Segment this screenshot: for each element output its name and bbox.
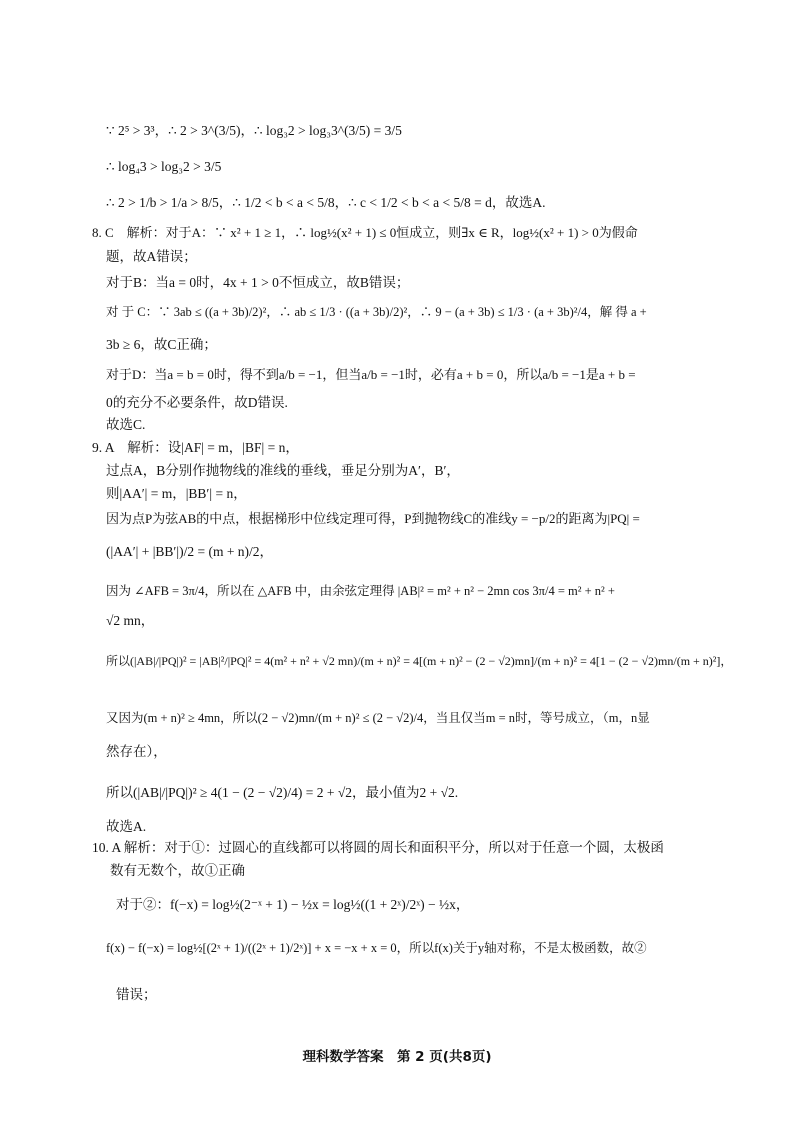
question-8-line: 8. C 解析：对于A：∵ x² + 1 ≥ 1，∴ log½(x² + 1) ≤ 0恒成立，则∃x ∈ R，log½(x² + 1) > 0为假命 [92, 225, 638, 240]
formula-line: 所以(|AB|/|PQ|)² ≥ 4(1 − (2 − √2)/4) = 2 + √2，最小值为2 + √2. [106, 785, 459, 800]
text-line: 故选A. [106, 819, 147, 834]
text-line: (|AA′| + |BB′|)/2 = (m + n)/2， [106, 544, 274, 559]
text-line: 题，故A错误； [106, 249, 197, 264]
text-line: 3b ≥ 6，故C正确； [106, 337, 217, 352]
page-footer: 理科数学答案 第 2 页(共8页) [302, 1049, 492, 1065]
text-line: 因为点P为弦AB的中点，根据梯形中位线定理可得，P到抛物线C的准线y = −p/2的距离为|PQ| = [106, 511, 640, 526]
text-line: 又因为(m + n)² ≥ 4mn，所以(2 − √2)mn/(m + n)² ≤ (2 − √2)/4，当且仅当m = n时，等号成立，（m，n显 [106, 711, 650, 725]
question-10-line: 10. A 解析：对于①：过圆心的直线都可以将圆的周长和面积平分，所以对于任意一个圆，太极函 [92, 840, 664, 855]
text-line: 故选C. [106, 417, 146, 432]
text-line: ∴ log₄3 > log₃2 > 3/5 [106, 159, 222, 174]
text-line: ∵ 2⁵ > 3³，∴ 2 > 3^(3/5)，∴ log₃2 > log₃3^(3/5) = 3/5 [106, 123, 402, 138]
text-line: ∴ 2 > 1/b > 1/a > 8/5，∴ 1/2 < b < a < 5/8，∴ c < 1/2 < b < a < 5/8 = d，故选A. [106, 195, 546, 210]
question-9-line: 9. A 解析：设|AF| = m，|BF| = n， [92, 440, 299, 455]
formula-line: 对于②：f(−x) = log½(2⁻ˣ + 1) − ½x = log½((1 + 2ˣ)/2ˣ) − ½x， [116, 897, 470, 912]
text-line: 因为 ∠AFB = 3π/4，所以在 △AFB 中，由余弦定理得 |AB|² = m² + n² − 2mn cos 3π/4 = m² + n² + [106, 584, 615, 598]
text-line: 0的充分不必要条件，故D错误. [106, 395, 288, 410]
text-line: 则|AA′| = m，|BB′| = n， [106, 486, 247, 501]
text-line: 错误； [116, 987, 157, 1002]
formula-line: 所以(|AB|/|PQ|)² = |AB|²/|PQ|² = 4(m² + n² + √2 mn)/(m + n)² = 4[(m + n)² − (2 − √2)mn]/(m + n)² = 4[1 − (2 − √2)mn/(m + n)²]， [106, 654, 733, 668]
text-line: 对于D：当a = b = 0时，得不到a/b = −1，但当a/b = −1时，必有a + b = 0，所以a/b = −1是a + b = [106, 367, 636, 382]
text-line: 过点A，B分别作抛物线的准线的垂线，垂足分别为A′，B′， [106, 463, 460, 478]
text-line: 数有无数个，故①正确 [110, 863, 245, 878]
text-line: 对于B：当a = 0时，4x + 1 > 0不恒成立，故B错误； [106, 275, 410, 290]
text-line: 然存在）， [106, 744, 167, 759]
text-line: 对 于 C：∵ 3ab ≤ ((a + 3b)/2)²，∴ ab ≤ 1/3 · ((a + 3b)/2)²，∴ 9 − (a + 3b) ≤ 1/3 · (a + 3b)²/4，解 得 a + [106, 305, 647, 319]
formula-line: f(x) − f(−x) = log½[(2ˣ + 1)/((2ˣ + 1)/2ˣ)] + x = −x + x = 0，所以f(x)关于y轴对称，不是太极函数，故② [106, 941, 647, 955]
text-line: √2 mn， [106, 613, 155, 628]
